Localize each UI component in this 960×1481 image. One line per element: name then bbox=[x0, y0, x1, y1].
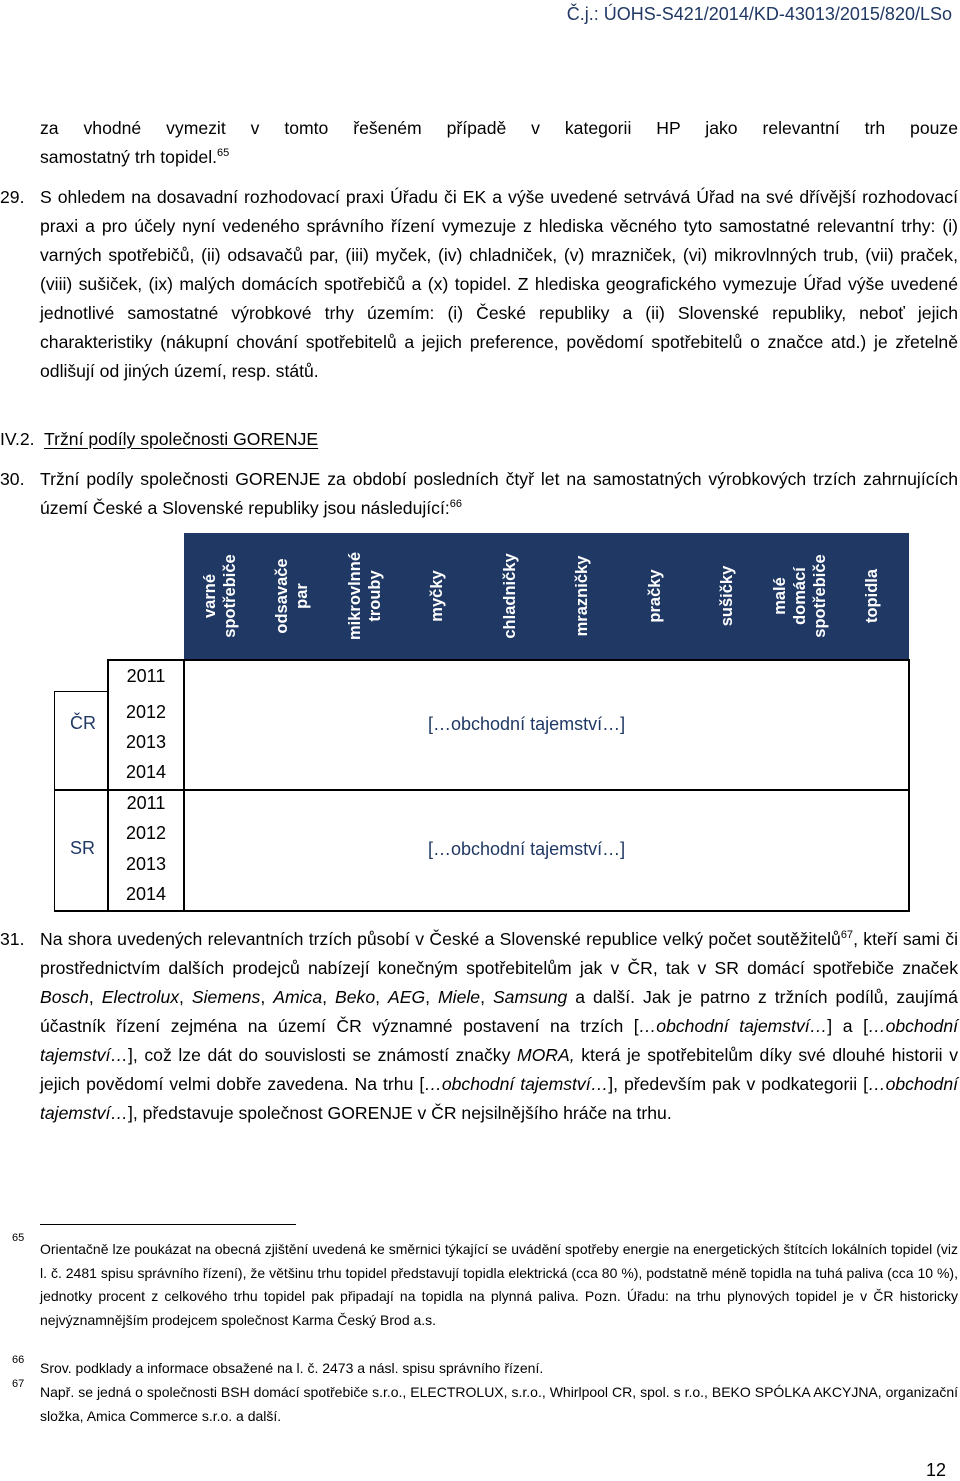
header-line: malé bbox=[771, 577, 789, 615]
section-number: IV.2. bbox=[0, 429, 35, 449]
header-mycky bbox=[401, 533, 473, 659]
trade-secret: …obchodní tajemství… bbox=[40, 1074, 958, 1123]
year-cell: 2013 bbox=[125, 854, 167, 874]
footnote-number: 65 bbox=[12, 1232, 25, 1244]
year-cell: 2014 bbox=[125, 884, 167, 904]
year-cell: 2013 bbox=[125, 732, 167, 752]
table-border-right bbox=[908, 659, 910, 912]
p31-text: ], což lze dát do souvislosti se známostí značky bbox=[128, 1045, 517, 1065]
paragraph-number-29: 29. bbox=[0, 187, 25, 207]
footnote-separator bbox=[40, 1224, 296, 1225]
continuation-line-2: samostatný trh topidel. bbox=[40, 147, 218, 167]
header-line: mikrovlnné bbox=[346, 551, 364, 641]
paragraph-29: S ohledem na dosavadní rozhodovací praxi Úřadu či EK a výše uvedené setrvává Úřad na své dřívější rozhodovací praxi a pro účely nyní vedeného správního řízení vymezuje z hlediska věcného tyto samostatné relevantní trhy: (i) varných spotřebičů, (ii) odsavačů par, (iii) myček, (iv) chladniček, (v) mrazniček, (vi) mikrovlnných trub, (vii) praček, (viii) sušiček, (ix) malých domácích spotřebičů a (x) topidel. Z hlediska geografického vymezuje Úřad výše uvedené jednotlivé samostatné výrobkové trhy územím: (i) České republiky a (ii) Slovenské republiky, neboť jejich charakteristiky (nákupní chování spotřebitelů a jejich preference, povědomí spotřebitelů o značce atd.) je zřetelně odlišují od jiných území, resp. států. bbox=[40, 187, 958, 381]
footnote-ref-65: 65 bbox=[217, 147, 230, 160]
brand-name: Electrolux bbox=[101, 987, 180, 1007]
p31-text: a další. Jak je patrno z tržních podílů, zaujímá účastník řízení zejména na území ČR významné postavení na trzích [ bbox=[40, 987, 958, 1036]
table-border-top bbox=[107, 659, 909, 661]
header-pracky bbox=[619, 533, 691, 659]
confidential-sk: […obchodní tajemství…] bbox=[428, 839, 626, 859]
footnote-66: Srov. podklady a informace obsažené na l. č. 2473 a násl. spisu správního řízení. bbox=[40, 1360, 544, 1376]
continuation-line-1: za vhodné vymezit v tomto řešeném případě v kategorii HP jako relevantní trh pouze bbox=[40, 118, 958, 138]
header-line: sušičky bbox=[718, 565, 736, 627]
brand-name: Bosch bbox=[40, 987, 89, 1007]
p31-text: , kteří sami či prostřednictvím dalších prodejců nabízejí konečným spotřebitelům jak v ČR, tak v SR domácí spotřebiče značek bbox=[40, 929, 959, 978]
p31-text: ] a [ bbox=[827, 1016, 868, 1036]
trade-secret: …obchodní tajemství… bbox=[638, 1016, 828, 1036]
trade-secret: …obchodní tajemství… bbox=[424, 1074, 609, 1094]
header-line: varné bbox=[201, 573, 219, 619]
header-chladnicky bbox=[474, 533, 546, 659]
header-line: chladničky bbox=[501, 553, 519, 639]
year-cell: 2012 bbox=[125, 823, 167, 843]
year-cell: 2011 bbox=[126, 793, 166, 813]
header-line: mrazničky bbox=[573, 555, 591, 637]
section-heading bbox=[0, 426, 318, 452]
year-cell: 2012 bbox=[125, 702, 167, 722]
header-line: domácí bbox=[791, 567, 809, 625]
header-varne-spotrebice bbox=[184, 533, 256, 659]
header-line: par bbox=[293, 583, 311, 609]
header-mikrovlnne-trouby bbox=[329, 533, 401, 659]
footnote-ref-66: 66 bbox=[449, 498, 463, 511]
trade-secret: …obchodní tajemství… bbox=[40, 1016, 958, 1065]
footnote-67: Např. se jedná o společnosti BSH domácí spotřebiče s.r.o., ELECTROLUX, s.r.o., Whirlpool CR, spol. s r.o., BEKO SPÓLKA AKCYJNA, organizační složka, Amica Commerce s.r.o. a další. bbox=[40, 1384, 958, 1424]
brand-name: Miele bbox=[438, 987, 481, 1007]
country-sk: SR bbox=[70, 838, 96, 858]
paragraph-number-31: 31. bbox=[0, 929, 25, 949]
confidential-cz: […obchodní tajemství…] bbox=[428, 714, 626, 734]
footnote-65: Orientačně lze poukázat na obecná zjištění uvedená ke směrnici týkající se uvádění spotřeby energie na energetických štítcích lokálních topidel (viz l. č. 2481 spisu správního řízení), že většinu trhu topidel představují topidla elektrická (cca 80 %), podstatně méně topidla na tuhá paliva (cca 10 %), jednotky procent z celkového trhu topidel pak připadají na topidla na plynná paliva. Pozn. Úřadu: na trhu plynových topidel je v ČR historicky nejvýznamnějším prodejcem společnost Karma Český Brod a.s. bbox=[40, 1241, 958, 1328]
brand-name: Siemens bbox=[191, 987, 261, 1007]
table-border-line bbox=[54, 691, 108, 692]
brand-mora: MORA, bbox=[516, 1045, 575, 1065]
country-cz: ČR bbox=[70, 713, 96, 733]
brand-name: AEG bbox=[387, 987, 426, 1007]
p31-text: ], představuje společnost GORENJE v ČR nejsilnějšího hráče na trhu. bbox=[128, 1103, 672, 1123]
year-cell: 2014 bbox=[125, 762, 167, 782]
header-line: spotřebiče bbox=[221, 554, 239, 638]
table-border-left bbox=[54, 691, 55, 912]
p31-text: ], především pak v podkategorii [ bbox=[608, 1074, 868, 1094]
table-border-bottom bbox=[54, 910, 910, 912]
header-mraznicky bbox=[546, 533, 618, 659]
brand-name: Amica bbox=[273, 987, 323, 1007]
year-cell: 2011 bbox=[126, 666, 166, 686]
paragraph-31: Na shora uvedených relevantních trzích působí v České a Slovenské republice velký počet soutěžitelů$^{67}$, kteří sami či prostřednictvím dalších prodejců nabízejí konečným spotřebitelům jak v ČR, tak v SR domácí spotřebiče značek Bosch, Electrolux, Siemens, Amica, Beko, AEG, Miele, Samsung a další. Jak je patrno z tržních podílů, zaujímá účastník řízení zejména na území ČR významné postavení na trzích […obchodní tajemství…] a […obchodní tajemství…], což lze dát do souvislosti se známostí značky MORA, která je spotřebitelům díky své dlouhé historii v jejich povědomí velmi dobře zavedena. Na trhu […obchodní tajemství…], především pak v podkategorii […obchodní tajemství…], představuje společnost GORENJE v ČR nejsilnějšího hráče na trhu. bbox=[40, 929, 959, 1123]
header-male-domaci-spotrebice bbox=[764, 533, 836, 659]
paragraph-30-text: Tržní podíly společnosti GORENJE za období posledních čtyř let na samostatných výrobkových trzích zahrnujících území České a Slovenské republiky jsou následující: bbox=[40, 469, 958, 518]
p31-text: která je spotřebitelům díky své dlouhé historii v jejich povědomí velmi dobře zavedena. Na trhu [ bbox=[40, 1045, 958, 1094]
table-header-row bbox=[184, 533, 909, 659]
section-title: Tržní podíly společnosti GORENJE bbox=[44, 429, 319, 449]
page-number: 12 bbox=[925, 1460, 946, 1480]
footnote-number: 67 bbox=[12, 1378, 25, 1390]
header-susicky bbox=[691, 533, 763, 659]
header-topidla bbox=[836, 533, 908, 659]
p31-text: Na shora uvedených relevantních trzích působí v České a Slovenské republice velký počet soutěžitelů bbox=[40, 929, 841, 949]
header-line: myčky bbox=[428, 570, 446, 622]
header-line: odsavače bbox=[273, 558, 291, 634]
paragraph-30 bbox=[40, 465, 958, 523]
document-reference: Č.j.: ÚOHS-S421/2014/KD-43013/2015/820/LSo bbox=[566, 4, 952, 24]
header-line: trouby bbox=[366, 570, 384, 622]
paragraph-number-30: 30. bbox=[0, 469, 25, 489]
table-border-mid bbox=[54, 789, 910, 791]
brand-name: Samsung bbox=[492, 987, 568, 1007]
paragraph-continuation bbox=[40, 114, 958, 172]
header-line: pračky bbox=[646, 569, 664, 623]
header-odsavace-par bbox=[256, 533, 328, 659]
header-line: spotřebiče bbox=[811, 554, 829, 638]
footnote-number: 66 bbox=[12, 1354, 25, 1366]
footnote-ref-67: 67 bbox=[840, 929, 854, 942]
brand-name: Beko bbox=[335, 987, 376, 1007]
header-line: topidla bbox=[863, 568, 881, 624]
